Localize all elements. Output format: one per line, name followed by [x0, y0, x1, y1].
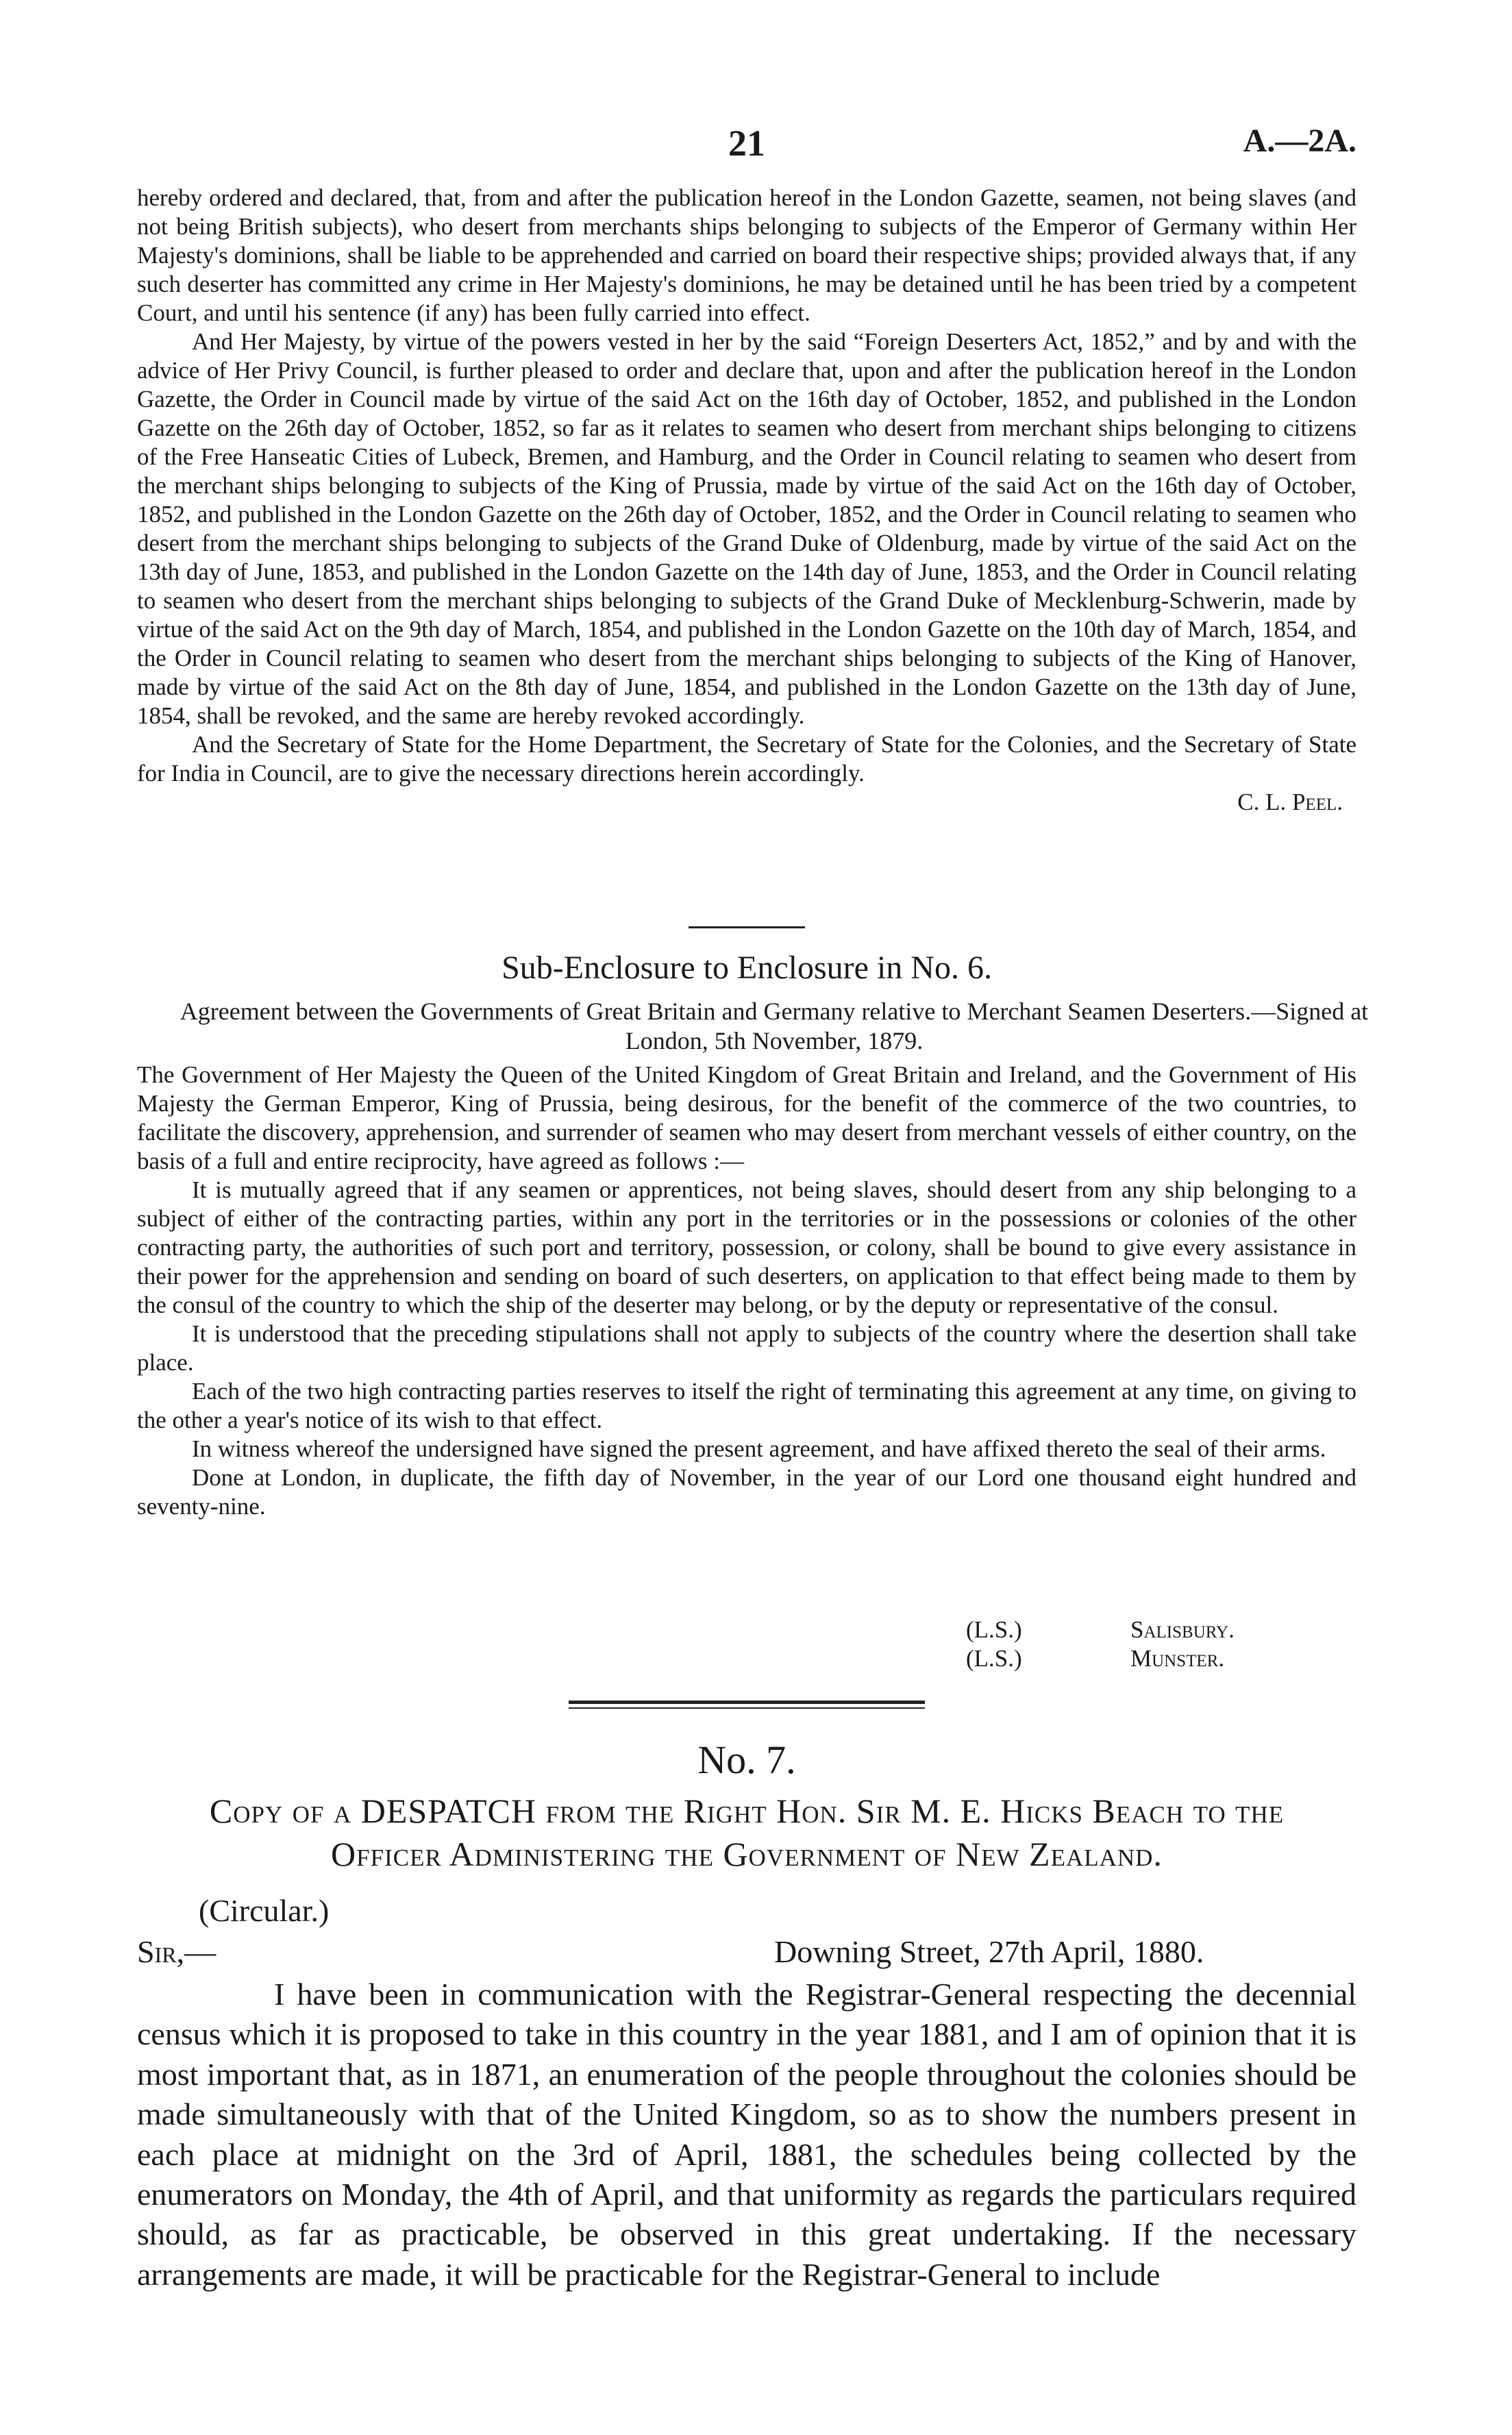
page-number: 21 — [728, 123, 765, 164]
agreement-paragraph-5: In witness whereof the undersigned have signed the present agreement, and have affixed thereto the seal of their arms. — [192, 1435, 1326, 1462]
despatch-title-line-2: Officer Administering the Government of New Zealand. — [331, 1834, 1163, 1873]
seal-mark: (L.S.) — [966, 1616, 1022, 1643]
page-header — [137, 122, 1356, 170]
circular-label: (Circular.) — [199, 1893, 330, 1928]
agreement-body — [137, 1061, 1356, 1521]
order-paragraph-1: hereby ordered and declared, that, from and after the publication hereof in the London Gazette, seamen, not being slaves (and not being British subjects), who desert from merchants ships belonging to subjects of the Emperor of Germany within Her Majesty's dominions, shall be liable to be apprehended and carried on board their respective ships; provided always that, if any such deserter has committed any crime in Her Majesty's dominions, he may be detained until he has been tried by a competent Court, and until his sentence (if any) has been fully carried into effect. — [137, 184, 1356, 326]
despatch-paragraph: I have been in communication with the Registrar-General respecting the decennial census which it is proposed to take in this country in the year 1881, and I am of opinion that it is most important that, as in 1871, an enumeration of the people throughout the colonies should be made simultaneously with that of the United Kingdom, so as to show the numbers present in each place at midnight on the 3rd of April, 1881, the schedules being collected by the enumerators on Monday, the 4th of April, and that uniformity as regards the particulars required should, as far as practicable, be observed in this great undertaking. If the necessary arrangements are made, it will be practicable for the Registrar-General to include — [137, 1977, 1356, 2292]
salutation: Sir,— — [137, 1934, 216, 1969]
order-paragraph-2: And Her Majesty, by virtue of the powers vested in her by the said “Foreign Deserters Act, 1852,” and by and with the advice of Her Privy Council, is further pleased to order and declare that, upon and after the publication hereof in the London Gazette, the Order in Council made by virtue of the said Act on the 16th day of October, 1852, and published in the London Gazette on the 26th day of October, 1852, so far as it relates to seamen who desert from merchant ships belonging to citizens of the Free Hanseatic Cities of Lubeck, Bremen, and Hamburg, and the Order in Council relating to seamen who desert from the merchant ships belonging to subjects of the King of Prussia, made by virtue of the said Act on the 16th day of October, 1852, and published in the London Gazette on the 26th day of October, 1852, and the Order in Council relating to seamen who desert from the merchant ships belonging to subjects of the Grand Duke of Oldenburg, made by virtue of the said Act on the 13th day of June, 1853, and published in the London Gazette on the 14th day of June, 1853, and the Order in Council relating to seamen who desert from the merchant ships belonging to subjects of the Grand Duke of Mecklenburg-Schwerin, made by virtue of the said Act on the 9th day of March, 1854, and published in the London Gazette on the 10th day of March, 1854, and the Order in Council relating to seamen who desert from the merchant ships belonging to subjects of the King of Hanover, made by virtue of the said Act on the 8th day of June, 1854, and published in the London Gazette on the 13th day of June, 1854, shall be revoked, and the same are hereby revoked accordingly. — [137, 328, 1356, 729]
seal-signatures — [966, 1616, 1329, 1673]
signatory-name: Munster. — [1130, 1645, 1225, 1672]
sub-enclosure-heading: Sub-Enclosure to Enclosure in No. 6. — [501, 950, 992, 986]
despatch-number: No. 7. — [697, 1738, 796, 1782]
dateline: Downing Street, 27th April, 1880. — [774, 1934, 1204, 1969]
agreement-title: Agreement between the Governments of Great Britain and Germany relative to Merchant Seamen Deserters.—Signed at London, 5th November, 1879. — [179, 998, 1369, 1055]
seal-row — [966, 1616, 1329, 1644]
despatch-title — [137, 1790, 1356, 1875]
agreement-paragraph-1: The Government of Her Majesty the Queen of the United Kingdom of Great Britain and Ireland, and the Government of His Majesty the German Emperor, King of Prussia, being desirous, for the benefit of the commerce of the two countries, to facilitate the discovery, apprehension, and surrender of seamen who may desert from merchant vessels of either country, on the basis of a full and entire reciprocity, have agreed as follows :— — [137, 1061, 1356, 1174]
double-rule-divider — [569, 1701, 925, 1704]
order-in-council-continuation — [137, 184, 1356, 817]
agreement-paragraph-6: Done at London, in duplicate, the fifth day of November, in the year of our Lord one thousand eight hundred and seventy-nine. — [137, 1464, 1356, 1520]
signatory-name: Salisbury. — [1130, 1616, 1235, 1643]
despatch-body — [137, 1975, 1356, 2295]
agreement-paragraph-3: It is understood that the preceding stipulations shall not apply to subjects of the country where the desertion shall take place. — [137, 1320, 1356, 1376]
section-divider — [689, 926, 805, 928]
despatch-title-line-1: Copy of a DESPATCH from the Right Hon. Sir M. E. Hicks Beach to the — [209, 1792, 1285, 1830]
seal-row — [966, 1644, 1329, 1673]
signature-peel: C. L. Peel. — [1237, 789, 1343, 815]
seal-mark: (L.S.) — [966, 1645, 1022, 1672]
agreement-paragraph-2: It is mutually agreed that if any seamen or apprentices, not being slaves, should desert from any ship belonging to a subject of either of the contracting parties, within any port in the territories or in the possessions or colonies of the other contracting party, the authorities of such port and territory, possession, or colony, shall be bound to give every assistance in their power for the apprehension and sending on board of such deserters, on application to that effect being made to them by the consul of the country to which the ship of the deserter may belong, or by the deputy or representative of the consul. — [137, 1176, 1356, 1318]
double-rule-divider-thin — [569, 1707, 925, 1709]
agreement-paragraph-4: Each of the two high contracting parties reserves to itself the right of terminating this agreement at any time, on giving to the other a year's notice of its wish to that effect. — [137, 1378, 1356, 1433]
order-paragraph-3: And the Secretary of State for the Home Department, the Secretary of State for the Colonies, and the Secretary of State for India in Council, are to give the necessary directions herein accordingly. — [137, 731, 1356, 787]
series-code: A.—2A. — [1243, 123, 1356, 159]
